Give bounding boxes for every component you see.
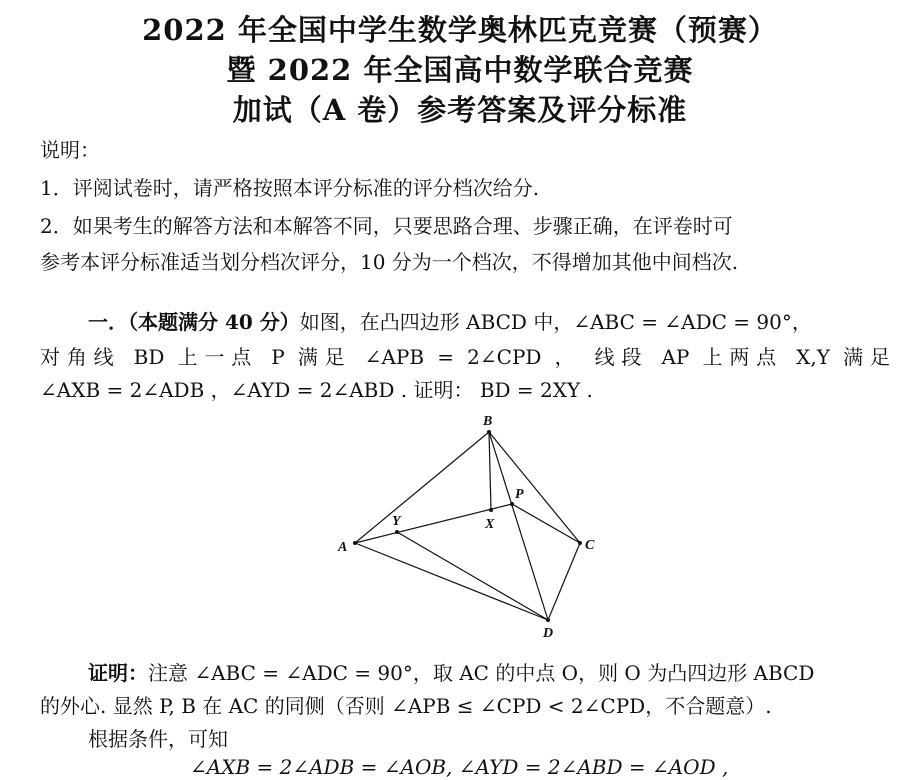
notes-item-2-line-2: 参考本评分标准适当划分档次评分，10 分为一个档次，不得增加其他中间档次. [40,250,739,274]
segment-BX [489,432,491,510]
title-line-2: 暨 2022 年全国高中数学联合竞赛 [226,53,694,87]
proof-label: 证明： [88,661,148,685]
label-B: B [483,414,493,429]
problem-line-3: ∠AXB = 2∠ADB ，∠AYD = 2∠ABD . 证明： BD = 2XY . [40,378,593,402]
problem-line-1-text: 如图，在凸四边形 ABCD 中，∠ABC = ∠ADC = 90°， [299,310,812,334]
notes-item-2-line-1: 2．如果考生的解答方法和本解答不同，只要思路合理、步骤正确，在评卷时可 [40,214,733,238]
label-X: X [485,517,495,532]
notes-heading: 说明： [40,138,100,162]
segment-DA [355,543,548,620]
point-C [578,541,582,545]
label-D: D [543,626,554,641]
proof-line-1 [88,657,890,686]
title-line-3: 加试（A 卷）参考答案及评分标准 [232,93,688,127]
segment-CD [548,543,580,620]
label-P: P [515,487,524,502]
segment-YD [397,532,548,620]
point-D [546,618,550,622]
proof-line-3: 根据条件，可知 [88,727,228,751]
point-A [353,541,357,545]
label-A: A [338,540,348,555]
proof-line-2: 的外心. 显然 P, B 在 AC 的同侧（否则 ∠APB ≤ ∠CPD < 2∠CPD，不合题意）. [40,694,772,718]
title-line-1: 2022 年全国中学生数学奥林匹克竞赛（预赛） [142,13,778,47]
point-X [489,508,493,512]
segment-BD [489,432,548,620]
point-Y [395,530,399,534]
proof-line-1-text: 注意 ∠ABC = ∠ADC = 90°，取 AC 的中点 O，则 O 为凸四边形 ABCD [148,661,815,685]
point-B [487,430,491,434]
notes-item-1: 1．评阅试卷时，请严格按照本评分标准的评分档次给分. [40,176,540,200]
segment-BC [489,432,580,543]
proof-equation: ∠AXB = 2∠ADB = ∠AOB, ∠AYD = 2∠ABD = ∠AOD , [190,755,729,779]
problem-line-1 [88,306,890,335]
problem-line-2: 对角线 BD 上一点 P 满足 ∠APB = 2∠CPD ， 线段 AP 上两点 X,Y 满足 [40,345,890,369]
problem-label: 一．（本题满分 40 分） [88,310,300,334]
label-C: C [585,538,595,553]
geometry-figure [0,400,920,660]
point-P [510,502,514,506]
label-Y: Y [392,514,401,529]
